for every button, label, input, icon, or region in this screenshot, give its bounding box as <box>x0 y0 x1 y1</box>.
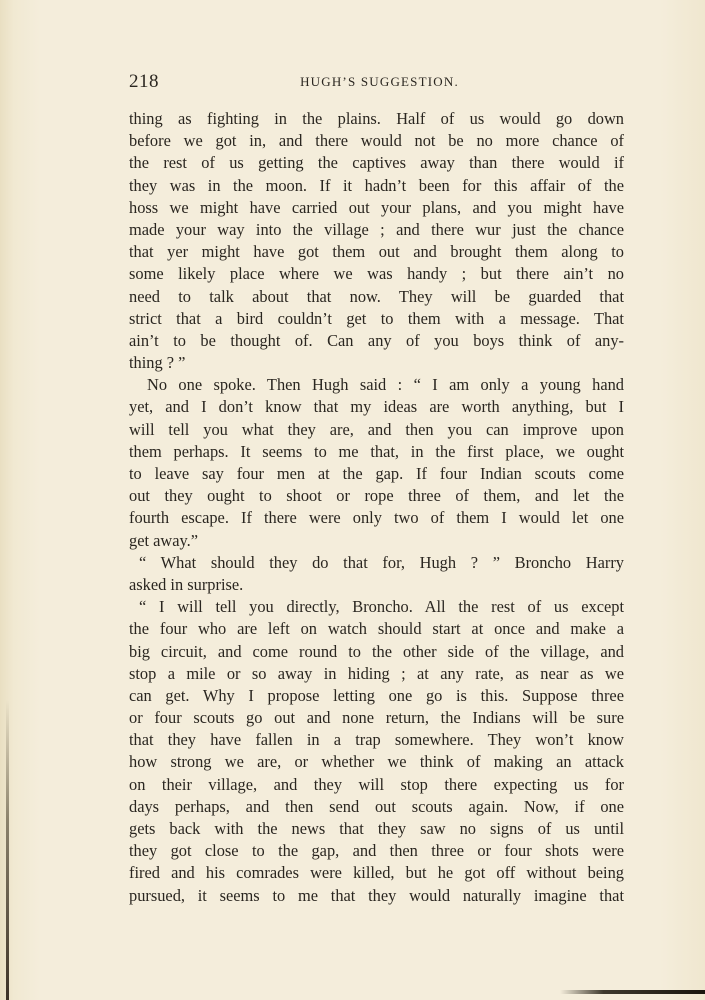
page-header <box>129 71 624 95</box>
text-line: or four scouts go out and none return, the Indians will be sure <box>129 708 624 728</box>
page-edge-shadow <box>560 990 705 994</box>
text-line: before we got in, and there would not be no more chance of <box>129 131 624 151</box>
text-line: thing ? ” <box>129 353 186 373</box>
text-line: out they ought to shoot or rope three of them, and let the <box>129 486 624 506</box>
text-line: hoss we might have carried out your plans, and you might have <box>129 197 624 217</box>
text-line: fourth escape. If there were only two of them I would let one <box>129 508 624 528</box>
text-line: they was in the moon. If it hadn’t been for this affair of the <box>129 175 624 195</box>
text-line: No one spoke. Then Hugh said : “ I am only a young hand <box>147 375 624 395</box>
text-line: made your way into the village ; and there wur just the chance <box>129 219 624 239</box>
text-line: gets back with the news that they saw no signs of us until <box>129 819 624 838</box>
text-line: yet, and I don’t know that my ideas are worth anything, but I <box>129 397 624 417</box>
text-line: get away.” <box>129 530 199 550</box>
text-line: will tell you what they are, and then you can improve upon <box>129 419 624 439</box>
text-line: can get. Why I propose letting one go is this. Suppose three <box>129 685 624 705</box>
text-line: how strong we are, or whether we think of making an attack <box>129 752 624 772</box>
text-line: to leave say four men at the gap. If four Indian scouts come <box>129 464 624 483</box>
text-line: the rest of us getting the captives away than there would if <box>129 153 624 173</box>
text-line: big circuit, and come round to the other side of the village, and <box>129 641 624 661</box>
text-line: thing as fighting in the plains. Half of us would go down <box>129 109 624 128</box>
text-line: pursued, it seems to me that they would naturally imagine that <box>129 885 624 905</box>
text-line: stop a mile or so away in hiding ; at any rate, as near as we <box>129 663 624 683</box>
text-line: some likely place where we was handy ; but there ain’t no <box>129 264 624 284</box>
page-number: 218 <box>129 71 159 92</box>
text-line: on their village, and they will stop there expecting us for <box>129 774 624 794</box>
text-line: “ What should they do that for, Hugh ? ” Broncho Harry <box>139 552 624 572</box>
text-line: them perhaps. It seems to me that, in the first place, we ought <box>129 441 624 461</box>
text-line: days perhaps, and then send out scouts again. Now, if one <box>129 796 624 816</box>
text-line: that yer might have got them out and brought them along to <box>129 242 624 262</box>
text-line: that they have fallen in a trap somewhere. They won’t know <box>129 730 624 750</box>
text-line: need to talk about that now. They will be guarded that <box>129 286 624 306</box>
text-line: fired and his comrades were killed, but he got off without being <box>129 863 624 883</box>
text-line: asked in surprise. <box>129 574 244 594</box>
text-line: “ I will tell you directly, Broncho. All the rest of us except <box>139 597 624 617</box>
running-head: HUGH’S SUGGESTION. <box>300 74 459 89</box>
text-line: they got close to the gap, and then three or four shots were <box>129 841 624 861</box>
text-line: the four who are left on watch should start at once and make a <box>129 619 624 639</box>
text-line: ain’t to be thought of. Can any of you boys think of any- <box>129 330 624 350</box>
binding-gutter-shadow <box>6 700 9 1000</box>
body-text <box>129 108 624 907</box>
text-line: strict that a bird couldn’t get to them with a message. That <box>129 308 624 328</box>
